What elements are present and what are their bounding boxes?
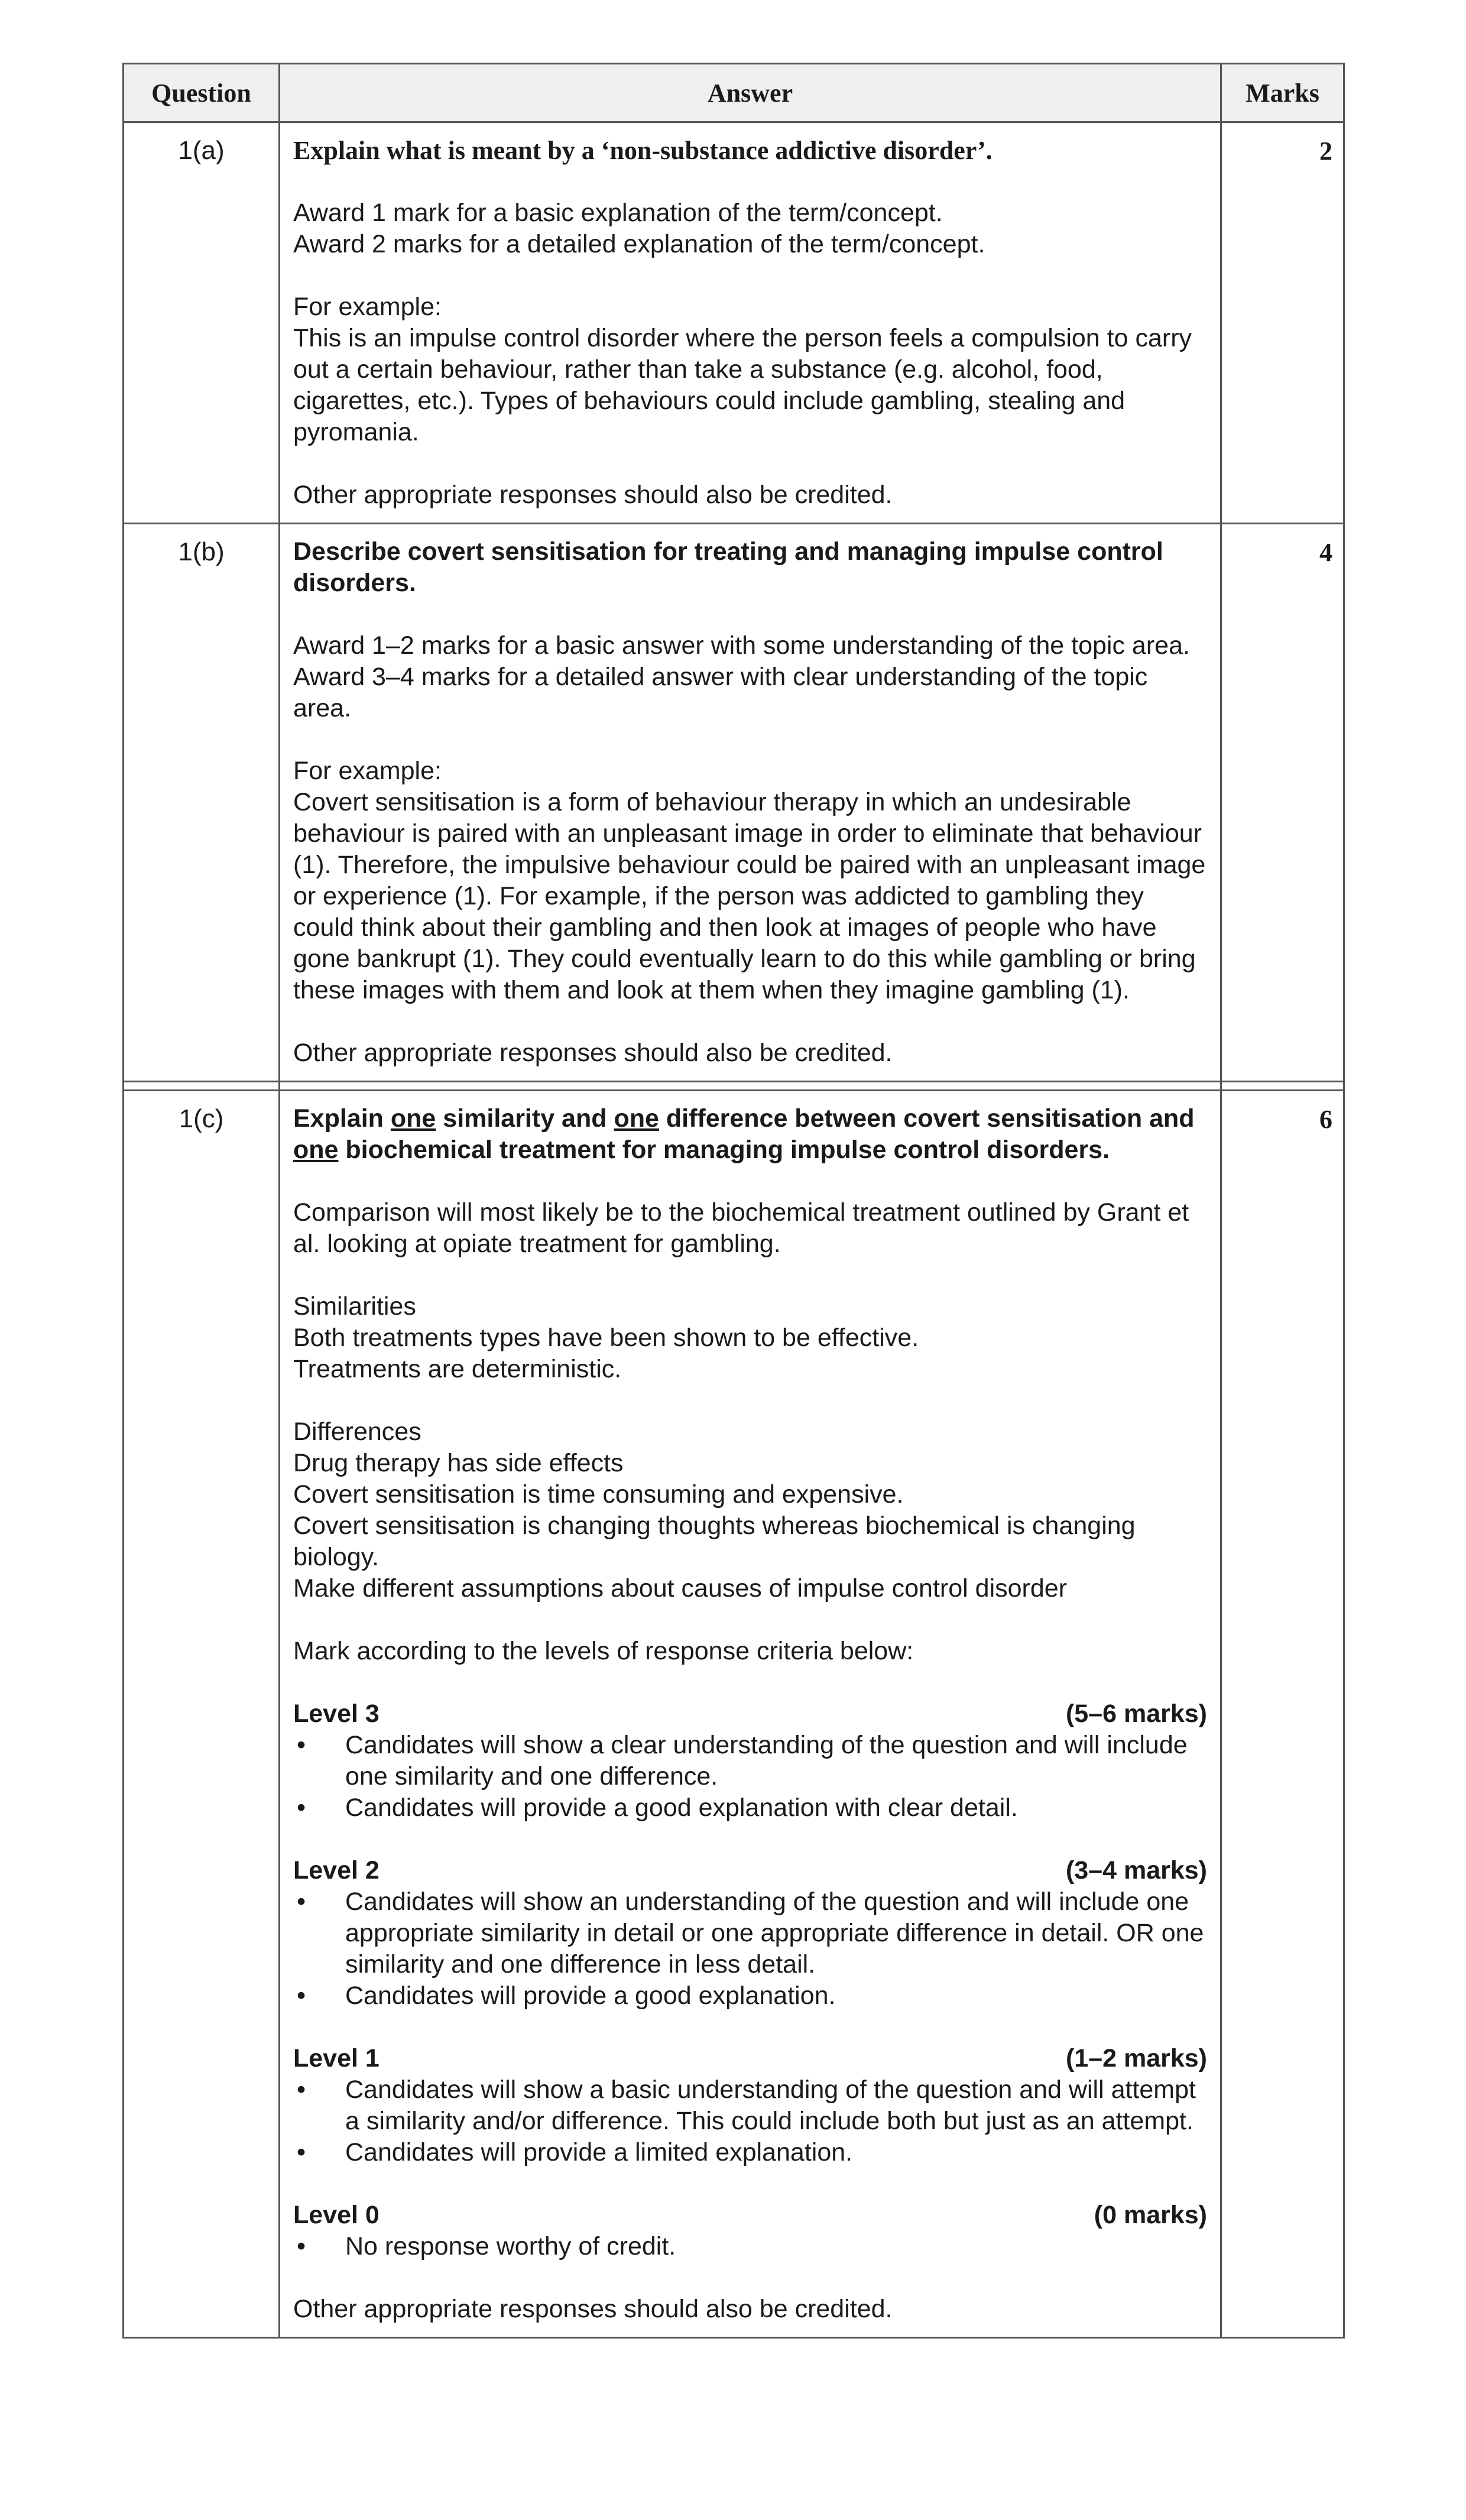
similarities-label: Similarities: [293, 1292, 416, 1321]
answer-cell: [280, 1091, 1221, 2338]
level-1-criteria: [293, 2074, 1207, 2168]
question-number: 1(a): [124, 122, 280, 524]
level-1-heading: Level 1 (1–2 marks): [293, 2044, 1207, 2073]
mark-scheme-table: [122, 63, 1345, 2339]
example-text: Covert sensitisation is a form of behaviour therapy in which an undesirable behaviour is paired with an unpleasant image in order to eliminate that behaviour (1). Therefore, the impulsive behaviour could be paired with an unpleasant image or experience (1). For example, if the person was addicted to gambling they could think about their gambling and then look at images of people who have gone bankrupt (1). They could eventually learn to do this while gambling or bring these images with them and look at them when they imagine gambling (1).: [293, 788, 1206, 1004]
similarity-item: Both treatments types have been shown to be effective.: [293, 1324, 919, 1352]
level-3-heading: Level 3 (5–6 marks): [293, 1700, 1207, 1728]
level-2-heading: Level 2 (3–4 marks): [293, 1856, 1207, 1885]
example-label: For example:: [293, 757, 442, 785]
level-0-criteria: [293, 2231, 1207, 2262]
question-row-1b: [124, 524, 1344, 1082]
award-line: Award 1–2 marks for a basic answer with some understanding of the topic area.: [293, 631, 1190, 660]
award-line: Award 3–4 marks for a detailed answer with clear understanding of the topic area.: [293, 663, 1148, 722]
question-row-1c: [124, 1091, 1344, 2338]
marks-value: 4: [1221, 524, 1344, 1082]
criteria-item: • Candidates will provide a good explanation.: [293, 1980, 1207, 2012]
question-number: 1(c): [124, 1091, 280, 2338]
differences-label: Differences: [293, 1418, 421, 1446]
criteria-item: • Candidates will show a clear understanding of the question and will include one similarity and one difference.: [293, 1730, 1207, 1792]
other-responses-note: Other appropriate responses should also be credited.: [293, 2295, 893, 2323]
example-label: For example:: [293, 293, 442, 321]
question-text: Describe covert sensitisation for treating and managing impulse control disorders.: [293, 537, 1163, 597]
table-header-row: [124, 64, 1344, 122]
question-text: Explain one similarity and one difference between covert sensitisation and one biochemical treatment for managing impulse control disorders.: [293, 1104, 1195, 1164]
difference-item: Covert sensitisation is changing thoughts whereas biochemical is changing biology.: [293, 1512, 1136, 1571]
comparison-note: Comparison will most likely be to the biochemical treatment outlined by Grant et al. looking at opiate treatment for gambling.: [293, 1198, 1189, 1258]
similarity-item: Treatments are deterministic.: [293, 1355, 622, 1383]
example-text: This is an impulse control disorder where the person feels a compulsion to carry out a certain behaviour, rather than take a substance (e.g. alcohol, food, cigarettes, etc.). Types of behaviours could include gambling, stealing and pyromania.: [293, 324, 1192, 446]
question-number: 1(b): [124, 524, 280, 1082]
criteria-item: • Candidates will show an understanding of the question and will include one appropriate similarity in detail or one appropriate difference in detail. OR one similarity and one difference in less detail.: [293, 1886, 1207, 1980]
header-answer: Answer: [280, 64, 1221, 122]
other-responses-note: Other appropriate responses should also be credited.: [293, 481, 893, 509]
question-text: Explain what is meant by a ‘non-substance addictive disorder’.: [293, 136, 993, 165]
marks-value: 2: [1221, 122, 1344, 524]
answer-cell: [280, 122, 1221, 524]
answer-cell: [280, 524, 1221, 1082]
header-marks: Marks: [1221, 64, 1344, 122]
criteria-item: • No response worthy of credit.: [293, 2231, 1207, 2262]
level-2-criteria: [293, 1886, 1207, 2012]
marks-value: 6: [1221, 1091, 1344, 2338]
level-3-criteria: [293, 1730, 1207, 1824]
criteria-item: • Candidates will show a basic understanding of the question and will attempt a similarity and/or difference. This could include both but just as an attempt.: [293, 2074, 1207, 2137]
level-0-heading: Level 0 (0 marks): [293, 2201, 1207, 2229]
row-divider: [124, 1082, 1344, 1091]
mark-intro: Mark according to the levels of response criteria below:: [293, 1637, 914, 1665]
difference-item: Drug therapy has side effects: [293, 1449, 624, 1477]
criteria-item: • Candidates will provide a good explanation with clear detail.: [293, 1792, 1207, 1824]
other-responses-note: Other appropriate responses should also be credited.: [293, 1039, 893, 1067]
award-line: Award 1 mark for a basic explanation of the term/concept.: [293, 199, 943, 227]
question-row-1a: [124, 122, 1344, 524]
difference-item: Make different assumptions about causes of impulse control disorder: [293, 1574, 1068, 1603]
header-question: Question: [124, 64, 280, 122]
award-line: Award 2 marks for a detailed explanation of the term/concept.: [293, 230, 985, 258]
difference-item: Covert sensitisation is time consuming and expensive.: [293, 1480, 904, 1509]
criteria-item: • Candidates will provide a limited explanation.: [293, 2137, 1207, 2168]
